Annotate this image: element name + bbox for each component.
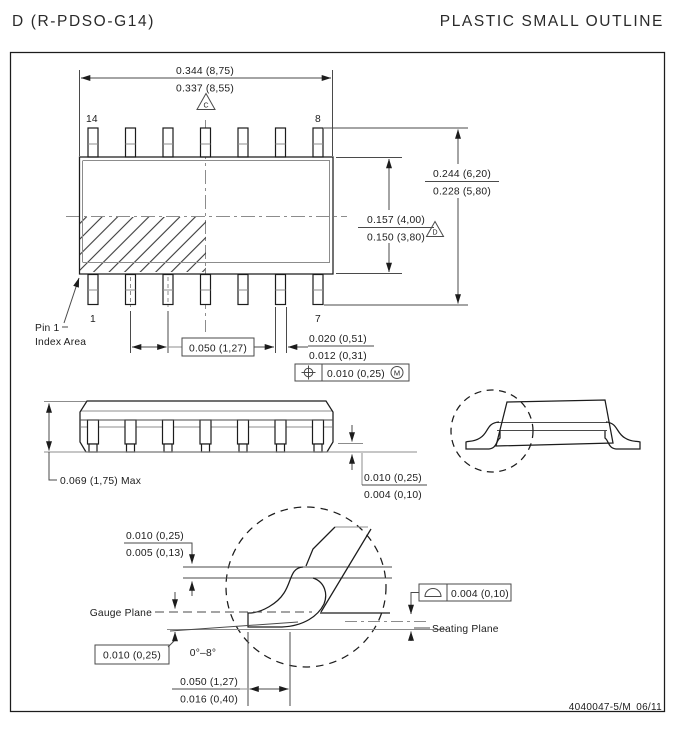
height-value: 0.069 (1,75) Max [60, 476, 142, 487]
lead-span-max: 0.244 (6,20) [433, 169, 491, 180]
lead-width-dim [254, 307, 409, 381]
gauge-plane-label: Gauge Plane [89, 608, 152, 619]
foot-length-dim [172, 632, 290, 706]
side-view [44, 401, 427, 501]
lead-angle-value: 0°–8° [189, 648, 217, 659]
gauge-offset-value: 0.010 (0,25) [103, 650, 161, 662]
end-view [451, 390, 640, 472]
mmc-letter: M [393, 368, 401, 378]
lead-thickness-max: 0.010 (0,25) [126, 531, 184, 542]
pin1-index-note [35, 278, 86, 348]
overall-width-max: 0.344 (8,75) [176, 66, 234, 77]
detail-circle [226, 507, 386, 667]
lead-width-max: 0.020 (0,51) [309, 334, 367, 345]
true-position-value: 0.010 (0,25) [327, 369, 385, 380]
standoff-min: 0.004 (0,10) [364, 490, 422, 501]
pin-number-7: 7 [315, 314, 321, 325]
revision-date: 06/11 [636, 702, 662, 713]
detail-view [90, 507, 511, 706]
true-position-frame [295, 364, 409, 381]
package-designator-title: D (R-PDSO-G14) [12, 13, 155, 30]
top-view [35, 66, 501, 381]
flatness-icon [425, 589, 441, 597]
pitch-value: 0.050 (1,27) [189, 343, 247, 355]
standoff-dim [338, 425, 427, 501]
standoff-max: 0.010 (0,25) [364, 473, 422, 484]
note-flag-d-letter: D [432, 229, 438, 237]
body-width-max: 0.157 (4,00) [367, 215, 425, 226]
package-type-title: PLASTIC SMALL OUTLINE [439, 13, 664, 30]
drawing-number: 4040047-5/M [568, 702, 631, 713]
flatness-value: 0.004 (0,10) [451, 589, 509, 600]
note-flag-c-letter: C [203, 102, 209, 110]
pin-number-14: 14 [86, 114, 98, 125]
pin1-index-hatch [80, 217, 206, 272]
max-material-condition-icon [391, 367, 403, 379]
foot-length-min: 0.016 (0,40) [180, 694, 238, 706]
lead-thickness-dim [124, 531, 192, 596]
overall-width-min: 0.337 (8,55) [176, 83, 234, 95]
lead-span-min: 0.228 (5,80) [433, 186, 491, 198]
footer [569, 702, 662, 713]
detail-lead-profile [248, 567, 326, 627]
header [12, 13, 664, 30]
position-tolerance-icon [302, 366, 316, 380]
flatness-callout [411, 584, 511, 641]
lead-thickness-min: 0.005 (0,13) [126, 548, 184, 559]
lead-width-min: 0.012 (0,31) [309, 351, 367, 362]
body-width-min: 0.150 (3,80) [367, 232, 425, 244]
end-view-left-lead [466, 422, 500, 449]
pin-number-1: 1 [90, 314, 96, 325]
seating-plane-label: Seating Plane [432, 624, 499, 635]
side-view-leads [88, 420, 324, 452]
bottom-pins [88, 275, 323, 305]
pitch-dim [131, 277, 255, 356]
pin1-note-line1: Pin 1 [35, 323, 60, 334]
pin1-note-line2: Index Area [35, 337, 87, 348]
foot-length-max: 0.050 (1,27) [180, 677, 238, 688]
pin-number-8: 8 [315, 114, 321, 125]
top-pins [88, 128, 323, 157]
